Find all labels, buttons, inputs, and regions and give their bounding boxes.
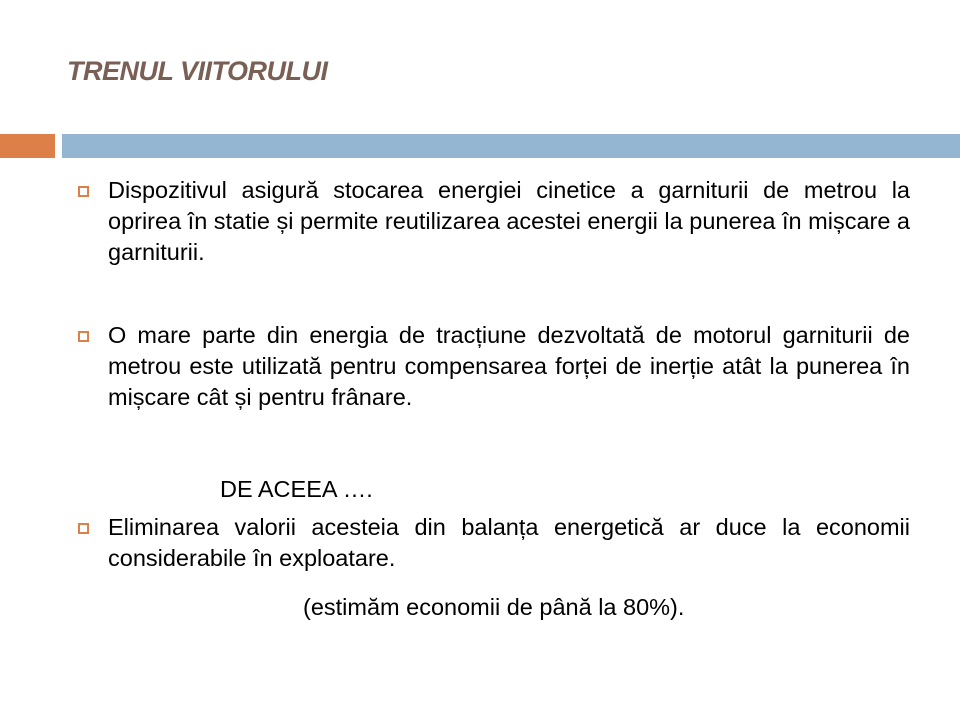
bullet-text: O mare parte din energia de tracțiune dezvoltată de motorul garniturii de metrou este utilizată pentru compensarea forței de inerție atât la punerea în mișcare cât și pentru frânare. — [108, 322, 910, 410]
bullet-item — [108, 175, 910, 268]
bullet-text: Eliminarea valorii acesteia din balanța energetică ar duce la economii considerabile în exploatare. — [108, 514, 910, 571]
slide-title: TRENUL VIITORULUI — [67, 56, 328, 86]
connector-text: DE ACEEA …. — [220, 476, 373, 502]
square-bullet-icon — [78, 186, 89, 197]
square-bullet-icon — [78, 523, 89, 534]
square-bullet-icon — [78, 331, 89, 342]
bullet-item — [108, 320, 910, 413]
bullet-text: Dispozitivul asigură stocarea energiei cinetice a garniturii de metrou la oprirea în statie și permite reutilizarea acestei energii la punerea în mișcare a garniturii. — [108, 177, 911, 265]
bullet-item — [108, 512, 910, 574]
accent-bar-blue — [62, 134, 960, 158]
estimate-text: (estimăm economii de până la 80%). — [303, 594, 685, 620]
accent-bar-orange — [0, 134, 55, 158]
